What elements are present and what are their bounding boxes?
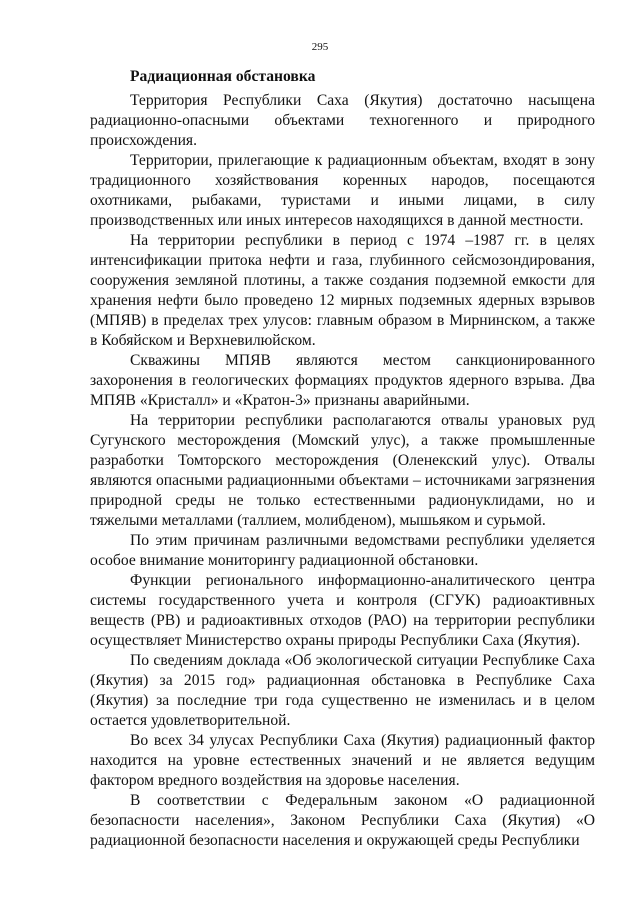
page-number: 295 [311,41,329,53]
paragraph-nuclear-explosions: На территории республики в период с 1974 –1987 гг. в целях интенсификации притока нефти и газа, глубинного сейсмозондирования, сооружения земляной плотины, а также создания подземной емкости для хранения нефти было проведено 12 мирных подземных ядерных взрывов (МПЯВ) в пределах трех улусов: главным образом в Мирнинском, а также в Кобяйском и Верхневилюйском. [90,232,595,349]
section-heading: Радиационная обстановка [130,68,316,85]
paragraph-wells: Скважины МПЯВ являются местом санкционированного захоронения в геологических формациях продуктов ядерного взрыва. Два МПЯВ «Кристалл» и «Кратон-3» признаны аварийными. [90,352,595,409]
document-body [90,67,595,851]
paragraph-monitoring: По этим причинам различными ведомствами республики уделяется особое внимание мониторингу радиационной обстановки. [90,532,595,569]
paragraph-uranium-dumps: На территории республики располагаются отвалы урановых руд Сугунского месторождения (Момский улус), а также промышленные разработки Томторского месторождения (Оленекский улус). Отвалы являются опасными радиационными объектами – источниками загрязнения природной среды не только естественными радионуклидами, но и тяжелыми металлами (таллием, молибденом), мышьяком и сурьмой. [90,412,595,529]
paragraph-uluses: Во всех 34 улусах Республики Саха (Якутия) радиационный фактор находится на уровне естественных значений и не является ведущим фактором вредного воздействия на здоровье населения. [90,732,595,789]
paragraph-adjacent-territories: Территории, прилегающие к радиационным объектам, входят в зону традиционного хозяйствования коренных народов, посещаются охотниками, рыбаками, туристами и иными лицами, в силу производственных или иных интересов находящихся в данной местности. [90,152,595,229]
paragraph-functions: Функции регионального информационно-аналитического центра системы государственного учета и контроля (СГУК) радиоактивных веществ (РВ) и радиоактивных отходов (РАО) на территории республики осуществляет Министерство охраны природы Республики Саха (Якутия). [90,572,595,649]
paragraph-report: По сведениям доклада «Об экологической ситуации Республике Саха (Якутия) за 2015 год» радиационная обстановка в Республике Саха (Якутия) за последние три года существенно не изменилась и в целом остается удовлетворительной. [90,652,595,729]
paragraph-territory: Территория Республики Саха (Якутия) достаточно насыщена радиационно-опасными объектами техногенного и природного происхождения. [90,92,595,149]
paragraph-law: В соответствии с Федеральным законом «О радиационной безопасности населения», Законом Республики Саха (Якутия) «О радиационной безопасности населения и окружающей среды Республики [90,792,595,849]
